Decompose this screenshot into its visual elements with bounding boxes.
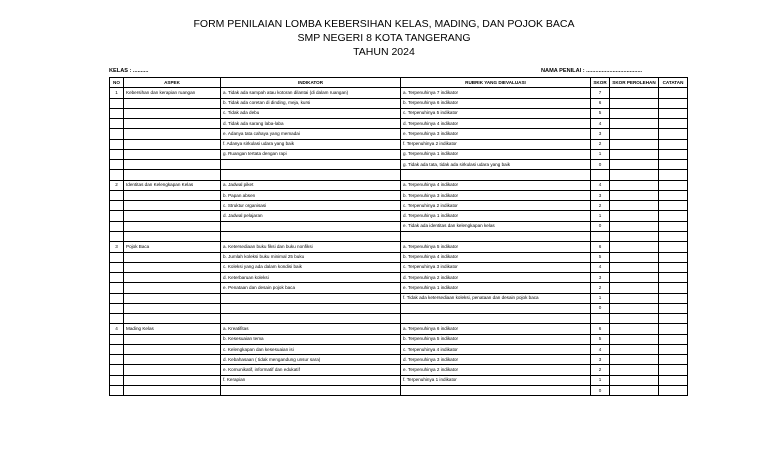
rubrik-cell: c. Terpenuhinya 4 indikator <box>401 344 591 354</box>
indikator-cell <box>221 314 401 324</box>
table-row <box>110 170 688 180</box>
skor-cell: 0 <box>591 221 610 231</box>
no-cell <box>110 221 124 231</box>
catatan-cell[interactable] <box>659 201 688 211</box>
rubrik-cell: e. Tidak ada identitas dan kelengkapan kelas <box>401 221 591 231</box>
indikator-cell: g. Ruangan tertata dengan rapi <box>221 149 401 159</box>
skor-perolehan-cell[interactable] <box>610 139 659 149</box>
skor-perolehan-cell[interactable] <box>610 242 659 252</box>
no-cell <box>110 293 124 303</box>
catatan-cell[interactable] <box>659 221 688 231</box>
skor-cell: 1 <box>591 149 610 159</box>
skor-cell: 0 <box>591 303 610 313</box>
skor-perolehan-cell[interactable] <box>610 88 659 98</box>
no-cell <box>110 252 124 262</box>
aspek-cell: Pojok Baca <box>124 242 221 252</box>
catatan-cell[interactable] <box>659 273 688 283</box>
catatan-cell[interactable] <box>659 324 688 334</box>
aspek-cell <box>124 149 221 159</box>
catatan-cell[interactable] <box>659 231 688 241</box>
header-no: NO <box>110 78 124 88</box>
indikator-cell <box>221 221 401 231</box>
skor-perolehan-cell[interactable] <box>610 262 659 272</box>
rubrik-cell: e. Terpenuhinya 2 indikator <box>401 365 591 375</box>
indikator-cell <box>221 385 401 395</box>
skor-cell: 4 <box>591 344 610 354</box>
aspek-cell <box>124 170 221 180</box>
catatan-cell[interactable] <box>659 139 688 149</box>
table-row <box>110 129 688 139</box>
catatan-cell[interactable] <box>659 211 688 221</box>
table-row <box>110 262 688 272</box>
table-row <box>110 355 688 365</box>
rubrik-cell <box>401 303 591 313</box>
no-cell <box>110 314 124 324</box>
skor-perolehan-cell[interactable] <box>610 314 659 324</box>
indikator-cell: d. Kebahasaan ( tidak mengandung unsur sara) <box>221 355 401 365</box>
skor-cell: 0 <box>591 385 610 395</box>
skor-perolehan-cell[interactable] <box>610 108 659 118</box>
aspek-cell <box>124 283 221 293</box>
indikator-cell: c. Tidak ada debu <box>221 108 401 118</box>
catatan-cell[interactable] <box>659 119 688 129</box>
skor-perolehan-cell[interactable] <box>610 324 659 334</box>
catatan-cell[interactable] <box>659 262 688 272</box>
indikator-cell: a. Jadwal piket <box>221 180 401 190</box>
no-cell <box>110 119 124 129</box>
table-row <box>110 211 688 221</box>
skor-cell: 3 <box>591 273 610 283</box>
table-row <box>110 231 688 241</box>
table-row <box>110 88 688 98</box>
aspek-cell <box>124 365 221 375</box>
no-cell <box>110 149 124 159</box>
rubrik-cell: d. Terpenuhinya 1 indikator <box>401 211 591 221</box>
no-cell <box>110 211 124 221</box>
rubrik-cell: b. Terpenuhinya 6 indikator <box>401 98 591 108</box>
catatan-cell[interactable] <box>659 242 688 252</box>
rubrik-cell <box>401 231 591 241</box>
catatan-cell[interactable] <box>659 129 688 139</box>
aspek-cell: Kebersihan dan kerapian ruangan <box>124 88 221 98</box>
no-cell <box>110 160 124 170</box>
header-skor-perolehan: SKOR PEROLEHAN <box>610 78 659 88</box>
table-row <box>110 149 688 159</box>
indikator-cell: f. Kerapian <box>221 375 401 385</box>
no-cell <box>110 375 124 385</box>
indikator-cell: b. Kesesuaian tema <box>221 334 401 344</box>
skor-perolehan-cell[interactable] <box>610 119 659 129</box>
rubrik-cell: d. Terpenuhinya 3 indikator <box>401 355 591 365</box>
indikator-cell: d. Keterbaruan koleksi <box>221 273 401 283</box>
aspek-cell <box>124 139 221 149</box>
no-cell <box>110 231 124 241</box>
skor-cell: 3 <box>591 129 610 139</box>
penilai-label: NAMA PENILAI : .................................... <box>541 68 643 74</box>
no-cell <box>110 283 124 293</box>
no-cell <box>110 355 124 365</box>
rubrik-cell: g. Tidak ada tata, tidak ada sirkulasi udara yang baik <box>401 160 591 170</box>
table-row <box>110 273 688 283</box>
header-catatan: CATATAN <box>659 78 688 88</box>
skor-perolehan-cell[interactable] <box>610 211 659 221</box>
indikator-cell: e. Adanya tata cahaya yang memadai <box>221 129 401 139</box>
table-row <box>110 190 688 200</box>
header-indikator: INDIKATOR <box>221 78 401 88</box>
rubrik-cell <box>401 314 591 324</box>
table-row <box>110 324 688 334</box>
skor-cell: 6 <box>591 98 610 108</box>
skor-perolehan-cell[interactable] <box>610 375 659 385</box>
aspek-cell: Identitas dan Kelengkapan Kelas <box>124 180 221 190</box>
rubrik-cell: b. Terpenuhinya 3 indikator <box>401 190 591 200</box>
header-skor: SKOR <box>591 78 610 88</box>
no-cell: 1 <box>110 88 124 98</box>
rubrik-cell: a. Terpenuhinya 6 indikator <box>401 324 591 334</box>
skor-perolehan-cell[interactable] <box>610 355 659 365</box>
no-cell <box>110 108 124 118</box>
rubrik-cell: g. Terpenuhinya 1 indikator <box>401 149 591 159</box>
header-rubrik: RUBRIK YANG DIEVALUASI <box>401 78 591 88</box>
skor-perolehan-cell[interactable] <box>610 334 659 344</box>
no-cell <box>110 98 124 108</box>
table-header-row <box>110 78 688 88</box>
no-cell: 3 <box>110 242 124 252</box>
table-row <box>110 252 688 262</box>
skor-perolehan-cell[interactable] <box>610 252 659 262</box>
header-aspek: ASPEK <box>124 78 221 88</box>
indikator-cell: b. Jumlah koleksi buku minimal 25 buku <box>221 252 401 262</box>
skor-perolehan-cell[interactable] <box>610 160 659 170</box>
indikator-cell <box>221 231 401 241</box>
catatan-cell[interactable] <box>659 385 688 395</box>
catatan-cell[interactable] <box>659 303 688 313</box>
table-row <box>110 221 688 231</box>
no-cell <box>110 190 124 200</box>
rubrik-cell: f. Terpenuhinya 2 indikator <box>401 139 591 149</box>
indikator-cell: a. Ketersediaan buku fiksi dan buku nonfiksi <box>221 242 401 252</box>
indikator-cell: e. Penataan dan desain pojok baca <box>221 283 401 293</box>
aspek-cell <box>124 385 221 395</box>
rubrik-cell <box>401 385 591 395</box>
skor-perolehan-cell[interactable] <box>610 190 659 200</box>
skor-cell: 2 <box>591 139 610 149</box>
aspek-cell <box>124 303 221 313</box>
skor-cell: 5 <box>591 108 610 118</box>
catatan-cell[interactable] <box>659 160 688 170</box>
no-cell <box>110 303 124 313</box>
table-row <box>110 283 688 293</box>
skor-cell: 2 <box>591 365 610 375</box>
no-cell: 4 <box>110 324 124 334</box>
indikator-cell: a. Kreatifitas <box>221 324 401 334</box>
skor-cell: 3 <box>591 355 610 365</box>
skor-cell: 5 <box>591 252 610 262</box>
skor-cell <box>591 231 610 241</box>
rubrik-cell <box>401 170 591 180</box>
indikator-cell <box>221 160 401 170</box>
no-cell <box>110 344 124 354</box>
aspek-cell <box>124 211 221 221</box>
skor-perolehan-cell[interactable] <box>610 283 659 293</box>
no-cell <box>110 201 124 211</box>
title-line-1: FORM PENILAIAN LOMBA KEBERSIHAN KELAS, MADING, DAN POJOK BACA <box>193 18 575 30</box>
table-row <box>110 242 688 252</box>
aspek-cell <box>124 201 221 211</box>
table-row <box>110 334 688 344</box>
indikator-cell: a. Tidak ada sampah atau kotoran dilantai (di dalam ruangan) <box>221 88 401 98</box>
indikator-cell <box>221 170 401 180</box>
indikator-cell: c. Koleksi yang ada dalam kondisi baik <box>221 262 401 272</box>
assessment-table <box>109 77 688 396</box>
table-row <box>110 108 688 118</box>
indikator-cell: b. Tidak ada coretan di dinding, meja, kursi <box>221 98 401 108</box>
aspek-cell <box>124 262 221 272</box>
no-cell <box>110 139 124 149</box>
skor-cell: 2 <box>591 201 610 211</box>
catatan-cell[interactable] <box>659 180 688 190</box>
rubrik-cell: f. Terpenuhinya 1 indikator <box>401 375 591 385</box>
skor-cell: 7 <box>591 88 610 98</box>
skor-cell: 3 <box>591 190 610 200</box>
table-row <box>110 314 688 324</box>
aspek-cell <box>124 344 221 354</box>
catatan-cell[interactable] <box>659 375 688 385</box>
catatan-cell[interactable] <box>659 283 688 293</box>
aspek-cell <box>124 160 221 170</box>
rubrik-cell: b. Terpenuhinya 4 indikator <box>401 252 591 262</box>
skor-perolehan-cell[interactable] <box>610 231 659 241</box>
no-cell: 2 <box>110 180 124 190</box>
skor-perolehan-cell[interactable] <box>610 180 659 190</box>
skor-cell: 6 <box>591 324 610 334</box>
rubrik-cell: c. Terpenuhinya 5 indikator <box>401 108 591 118</box>
skor-perolehan-cell[interactable] <box>610 365 659 375</box>
catatan-cell[interactable] <box>659 314 688 324</box>
skor-perolehan-cell[interactable] <box>610 273 659 283</box>
rubrik-cell: e. Terpenuhinya 1 indikator <box>401 283 591 293</box>
aspek-cell <box>124 355 221 365</box>
catatan-cell[interactable] <box>659 88 688 98</box>
no-cell <box>110 273 124 283</box>
table-row <box>110 119 688 129</box>
catatan-cell[interactable] <box>659 293 688 303</box>
skor-perolehan-cell[interactable] <box>610 170 659 180</box>
aspek-cell <box>124 375 221 385</box>
catatan-cell[interactable] <box>659 365 688 375</box>
skor-perolehan-cell[interactable] <box>610 201 659 211</box>
aspek-cell <box>124 108 221 118</box>
no-cell <box>110 334 124 344</box>
table-row <box>110 365 688 375</box>
indikator-cell: b. Papan absen <box>221 190 401 200</box>
no-cell <box>110 129 124 139</box>
aspek-cell <box>124 314 221 324</box>
aspek-cell: Mading Kelas <box>124 324 221 334</box>
no-cell <box>110 170 124 180</box>
no-cell <box>110 262 124 272</box>
table-row <box>110 293 688 303</box>
table-row <box>110 385 688 395</box>
aspek-cell <box>124 252 221 262</box>
skor-cell: 4 <box>591 119 610 129</box>
aspek-cell <box>124 190 221 200</box>
catatan-cell[interactable] <box>659 149 688 159</box>
rubrik-cell: a. Terpenuhinya 7 indikator <box>401 88 591 98</box>
table-row <box>110 375 688 385</box>
aspek-cell <box>124 129 221 139</box>
indikator-cell: e. Komunikatif, informatif dan edukatif <box>221 365 401 375</box>
rubrik-cell: c. Terpenuhinya 2 indikator <box>401 201 591 211</box>
indikator-cell: d. Jadwal pelajaran <box>221 211 401 221</box>
catatan-cell[interactable] <box>659 170 688 180</box>
skor-cell: 6 <box>591 242 610 252</box>
no-cell <box>110 365 124 375</box>
title-line-2: SMP NEGERI 8 KOTA TANGERANG <box>297 32 471 44</box>
aspek-cell <box>124 231 221 241</box>
title-line-3: TAHUN 2024 <box>353 46 415 58</box>
rubrik-cell: e. Terpenuhinya 3 indikator <box>401 129 591 139</box>
skor-cell: 5 <box>591 334 610 344</box>
rubrik-cell: a. Terpenuhinya 4 indikator <box>401 180 591 190</box>
rubrik-cell: b. Terpenuhinya 5 indikator <box>401 334 591 344</box>
table-row <box>110 180 688 190</box>
indikator-cell: f. Adanya sirkulasi udara yang baik <box>221 139 401 149</box>
skor-cell: 4 <box>591 262 610 272</box>
skor-perolehan-cell[interactable] <box>610 98 659 108</box>
skor-cell: 0 <box>591 160 610 170</box>
catatan-cell[interactable] <box>659 355 688 365</box>
table-row <box>110 139 688 149</box>
table-row <box>110 344 688 354</box>
skor-cell <box>591 170 610 180</box>
rubrik-cell: f. Tidak ada ketersediaan koleksi, penataan dan desain pojok baca <box>401 293 591 303</box>
aspek-cell <box>124 98 221 108</box>
rubrik-cell: d. Terpenuhinya 4 indikator <box>401 119 591 129</box>
aspek-cell <box>124 334 221 344</box>
catatan-cell[interactable] <box>659 98 688 108</box>
skor-perolehan-cell[interactable] <box>610 129 659 139</box>
catatan-cell[interactable] <box>659 190 688 200</box>
skor-perolehan-cell[interactable] <box>610 221 659 231</box>
aspek-cell <box>124 221 221 231</box>
skor-perolehan-cell[interactable] <box>610 293 659 303</box>
aspek-cell <box>124 293 221 303</box>
skor-cell: 1 <box>591 375 610 385</box>
catatan-cell[interactable] <box>659 344 688 354</box>
skor-perolehan-cell[interactable] <box>610 385 659 395</box>
kelas-label: KELAS : .......... <box>109 68 149 74</box>
indikator-cell <box>221 303 401 313</box>
indikator-cell: c. Struktur organisasi <box>221 201 401 211</box>
skor-cell: 1 <box>591 293 610 303</box>
aspek-cell <box>124 119 221 129</box>
table-row <box>110 98 688 108</box>
rubrik-cell: d. Terpenuhinya 2 indikator <box>401 273 591 283</box>
aspek-cell <box>124 273 221 283</box>
skor-cell: 4 <box>591 180 610 190</box>
rubrik-cell: c. Terpenuhinya 3 indikator <box>401 262 591 272</box>
catatan-cell[interactable] <box>659 108 688 118</box>
rubrik-cell: a. Terpenuhinya 5 indikator <box>401 242 591 252</box>
skor-perolehan-cell[interactable] <box>610 344 659 354</box>
skor-cell <box>591 314 610 324</box>
skor-cell: 1 <box>591 211 610 221</box>
catatan-cell[interactable] <box>659 252 688 262</box>
table-row <box>110 201 688 211</box>
table-row <box>110 160 688 170</box>
skor-perolehan-cell[interactable] <box>610 303 659 313</box>
catatan-cell[interactable] <box>659 334 688 344</box>
indikator-cell <box>221 293 401 303</box>
table-row <box>110 303 688 313</box>
indikator-cell: d. Tidak ada sarang laba-laba <box>221 119 401 129</box>
indikator-cell: c. Kelengkapan dan kesesuaian isi <box>221 344 401 354</box>
skor-perolehan-cell[interactable] <box>610 149 659 159</box>
no-cell <box>110 385 124 395</box>
skor-cell: 2 <box>591 283 610 293</box>
